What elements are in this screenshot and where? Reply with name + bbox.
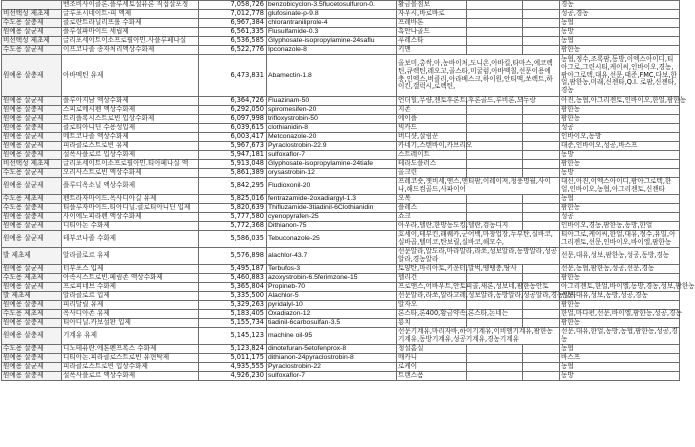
product-name-cell: 글리포세이트이소프로필아민.티아페나실 액 — [62, 160, 199, 169]
extra-cell-b — [523, 354, 560, 363]
sales-amount-cell: 5,825,016 — [199, 195, 267, 204]
brand-names-cell: 테라도플러스 — [397, 160, 467, 169]
extra-cell-a — [467, 37, 523, 46]
product-name-cell: 설폭사플로르 액상수화제 — [62, 372, 199, 381]
brand-names-cell: 플레스 — [397, 204, 467, 213]
extra-cell-b — [523, 37, 560, 46]
use-category-cell: 원예용 살충제 — [2, 372, 62, 381]
companies-cell: 팜한농 — [560, 115, 680, 124]
sales-amount-cell: 5,145,123 — [199, 328, 267, 345]
sales-amount-cell: 5,460,883 — [199, 274, 267, 283]
sales-amount-cell: 6,561,335 — [199, 28, 267, 37]
extra-cell-b — [523, 195, 560, 204]
companies-cell: 경농 — [560, 1, 680, 10]
ingredient-cell: Fluazinam-50 — [267, 97, 397, 106]
sales-amount-cell: 5,495,187 — [199, 265, 267, 274]
extra-cell-b — [523, 160, 560, 169]
ingredient-cell: Terbufos-3 — [267, 265, 397, 274]
companies-cell: 선문,대유,성보,팜한농,성공,동방,경농 — [560, 248, 680, 265]
extra-cell-a — [467, 372, 523, 381]
use-category-cell: 원예용 살균제 — [2, 363, 62, 372]
sales-amount-cell: 6,292,050 — [199, 106, 267, 115]
sales-amount-cell: 6,473,831 — [199, 55, 267, 97]
extra-cell-b — [523, 28, 560, 37]
companies-cell: 농협 — [560, 19, 680, 28]
use-category-cell: 발 제초제 — [2, 248, 62, 265]
use-category-cell: 원예용 살균제 — [2, 265, 62, 274]
use-category-cell: 수도용 제초제 — [2, 274, 62, 283]
brand-names-cell: 버디샷,살림꾼 — [397, 133, 467, 142]
ingredient-cell: Tebuconazole-25 — [267, 231, 397, 248]
ingredient-cell: sulfoxaflor-7 — [267, 372, 397, 381]
brand-names-cell: 빅카드 — [397, 124, 467, 133]
use-category-cell: 수도용 살충제 — [2, 204, 62, 213]
extra-cell-b — [523, 265, 560, 274]
sales-amount-cell: 5,329,263 — [199, 301, 267, 310]
ingredient-cell: Dithianon-75 — [267, 222, 397, 231]
product-name-cell: 알라클로르 유제 — [62, 248, 199, 265]
ingredient-cell: Fludioxonil-20 — [267, 178, 397, 195]
sales-amount-cell: 5,155,734 — [199, 319, 267, 328]
extra-cell-a — [467, 345, 523, 354]
brand-names-cell: 매카니 — [397, 354, 467, 363]
sales-amount-cell: 4,935,555 — [199, 363, 267, 372]
extra-cell-b — [523, 301, 560, 310]
use-category-cell: 원예용 살충제 — [2, 106, 62, 115]
product-name-cell: 피리달릴 유제 — [62, 301, 199, 310]
extra-cell-a — [467, 142, 523, 151]
companies-cell: 팜한농 — [560, 160, 680, 169]
product-name-cell: 디노테퓨란.에톤펜프록스 수화제 — [62, 345, 199, 354]
companies-cell: 인바이오,경농,팜한농,동방,한얼 — [560, 222, 680, 231]
use-category-cell: 원예용 살균제 — [2, 222, 62, 231]
sales-amount-cell: 5,842,295 — [199, 178, 267, 195]
brand-names-cell: 오복 — [397, 195, 467, 204]
use-category-cell: 원예용 살균제 — [2, 97, 62, 106]
sales-amount-cell: 5,183,405 — [199, 310, 267, 319]
ingredient-cell: Ipconazole-8 — [267, 46, 397, 55]
table-row — [2, 248, 680, 265]
sales-amount-cell: 5,586,035 — [199, 231, 267, 248]
sales-amount-cell: 5,913,048 — [199, 160, 267, 169]
brand-names-cell: 활금볼점보 — [397, 1, 467, 10]
product-name-cell: 트리플록시스트로빈 입상수화제 — [62, 115, 199, 124]
product-name-cell: 설폭사플로르 입상수화제 — [62, 151, 199, 160]
use-category-cell: 수도용 제초제 — [2, 310, 62, 319]
brand-names-cell: 에이플 — [397, 115, 467, 124]
brand-names-cell: 지존 — [397, 106, 467, 115]
extra-cell-b — [523, 106, 560, 115]
table-row — [2, 55, 680, 97]
brand-names-cell: 청설홈실 — [397, 345, 467, 354]
use-category-cell: 원예용 살균제 — [2, 133, 62, 142]
ingredient-cell: Thifluzamide-3tiadinil-6Clothianidin — [267, 204, 397, 213]
product-name-cell: 플루디옥소닐 액상수화제 — [62, 178, 199, 195]
companies-cell: 대신,아진,이엑스아이디,팜아그로텍,한얼,인바이오,농협,아그리젠토,신젠타 — [560, 178, 680, 195]
brand-names-cell: 트랜스폼 — [397, 372, 467, 381]
brand-names-cell: 호세이,테부킨,래퀘카,군어백,마창업장,두부탄,실바코,실바곱,텔미코,탄보릴,실바코,해모수, — [397, 231, 560, 248]
ingredient-cell: trifloxystrobin-50 — [267, 115, 397, 124]
product-name-cell: 글루포시네이트-피 액제 — [62, 10, 199, 19]
ingredient-cell: spiromesifen-20 — [267, 106, 397, 115]
ingredient-cell: dithianon-24pyraclostrobin-8 — [267, 354, 397, 363]
ingredient-cell: Pyraclostrobin-22.9 — [267, 142, 397, 151]
companies-cell: 농협 — [560, 37, 680, 46]
brand-names-cell: 혹안나골드 — [397, 28, 467, 37]
companies-cell: 농협 — [560, 345, 680, 354]
product-name-cell: 펜트라자마이드.옥사디아길 유제 — [62, 195, 199, 204]
extra-cell-b — [523, 115, 560, 124]
product-name-cell: 옥사디아존 유제 — [62, 310, 199, 319]
brand-names-cell: 프로앤스,어바우트,안토피콜,새론,성보네,팜한농안토 — [398, 282, 549, 291]
sales-amount-cell: 6,097,998 — [199, 115, 267, 124]
ingredient-cell: sulfoxaflor-7 — [267, 151, 397, 160]
sales-amount-cell: 5,861,389 — [199, 169, 267, 178]
sales-amount-cell: 7,058,726 — [199, 1, 267, 10]
companies-cell: 바스프 — [560, 354, 680, 363]
table-row — [2, 46, 680, 55]
sales-amount-cell: 5,335,500 — [199, 292, 267, 301]
sales-amount-cell: 6,364,726 — [199, 97, 267, 106]
brand-names-cell: 선문기계유,마리자바,하이기계유,이비엠기계유,팜한농기계유,동방기계유,성공기계유,경농기계유 — [397, 328, 560, 345]
extra-cell-b — [523, 372, 560, 381]
companies-cell: 인바이오,동방 — [560, 133, 680, 142]
product-name-cell: 플루아지남 액상수화제 — [62, 97, 199, 106]
ingredient-cell: Metconazole-20 — [267, 133, 397, 142]
use-category-cell: 원예용 살균제 — [2, 231, 62, 248]
extra-cell-a — [467, 10, 523, 19]
product-name-cell: 알라클로르 입제 — [62, 292, 199, 301]
companies-cell: 한얼,마다펀,선문,바이엘,팜한농,성공,경농 — [561, 309, 682, 318]
product-name-cell: 사이에노피라펜 액상수화제 — [62, 213, 199, 222]
extra-cell-b — [523, 204, 560, 213]
use-category-cell: 원예용 살균제 — [2, 142, 62, 151]
ingredient-cell: tiadinil-6carbosulfan-3.5 — [267, 319, 397, 328]
product-name-cell: 피라클로스트로빈 입상수화제 — [62, 363, 199, 372]
companies-cell: 팜한농 — [560, 106, 680, 115]
companies-cell: 팜한농 — [560, 274, 680, 283]
companies-cell: 아진,농협,아그리젠토,인바이오,한얼,팜한농 — [561, 96, 687, 105]
ingredient-cell: pyridalyl-10 — [267, 301, 397, 310]
use-category-cell: 비선택성 제초제 — [2, 10, 62, 19]
sales-amount-cell: 5,947,181 — [199, 151, 267, 160]
extra-cell-b — [523, 213, 560, 222]
product-name-cell: 클로란트라닐리프롤 수화제 — [62, 19, 199, 28]
extra-cell-b — [523, 10, 560, 19]
product-name-cell: 아족시스트로빈.페림존 액상수화제 — [62, 274, 199, 283]
sales-amount-cell: 6,039,615 — [199, 124, 267, 133]
brand-names-cell: 올보미,총싹,아,농바이처,도니온,아바킬,타마스,에코렉틴,큐렉틴,레오고,골스타,미굴럼,아바멕칠,선문이용에충,인엑스,버클리,아라베스크,하이원,안티맥,쏘렉트,하이킨,갤럭시,로렉틴, — [397, 55, 560, 97]
product-name-cell: 기계유 유제 — [62, 328, 199, 345]
brand-names-cell: 카네기,스텐바이,카브리오 — [398, 141, 473, 150]
ingredient-cell: Flusulfamide-0.3 — [267, 28, 397, 37]
sales-amount-cell: 5,820,639 — [199, 204, 267, 213]
ingredient-cell: azoxystrobin-6.5ferimzone-15 — [267, 274, 397, 283]
pesticide-sales-table — [1, 0, 695, 381]
extra-cell-a — [467, 46, 523, 55]
extra-cell-a — [467, 363, 523, 372]
ingredient-cell: cyenopyrafen-25 — [267, 213, 397, 222]
extra-cell-b — [523, 124, 560, 133]
product-name-cell: 티플루자마이드.티아디닐.클로티아니딘 입제 — [62, 204, 199, 213]
brand-names-cell: 알자오 — [397, 301, 467, 310]
companies-cell: 농협 — [560, 363, 680, 372]
ingredient-cell: Pyraclostrobin-22 — [267, 363, 397, 372]
extra-cell-b — [523, 1, 560, 10]
use-category-cell: 원예용 살충제 — [2, 55, 62, 97]
brand-names-cell: 키맨 — [397, 46, 467, 55]
companies-cell: 팜한농 — [560, 319, 680, 328]
ingredient-cell: clothianidin-8 — [267, 124, 397, 133]
brand-names-cell: 선문알라,알도라,마라말라,라쏘,성보알라,동방알라,성공알라,경농알라 — [397, 248, 560, 265]
ingredient-cell: Oxadiazon-12 — [267, 310, 397, 319]
sales-amount-cell: 5,777,580 — [199, 213, 267, 222]
ingredient-cell: Alachlor-5 — [267, 292, 397, 301]
product-name-cell: 오리사스트로빈 액상수화제 — [62, 169, 199, 178]
ingredient-cell: Glyphosate-isopropylamine-24tiafe — [267, 160, 397, 169]
extra-cell-b — [523, 133, 560, 142]
product-name-cell: 테부코나졸 수화제 — [62, 231, 199, 248]
use-category-cell: 발 제초제 — [2, 292, 62, 301]
sales-amount-cell: 6,522,776 — [199, 46, 267, 55]
brand-names-cell: 아우라,델란,한방농도킹,델란,검농디지 — [398, 221, 509, 230]
companies-cell: 성공,경농 — [560, 10, 680, 19]
ingredient-cell: fentrazamide-2oxadiargyl-1.3 — [267, 195, 397, 204]
companies-cell: 동방 — [560, 372, 680, 381]
product-name-cell: 디티아논.피라클로스트로빈 유현탁제 — [62, 354, 199, 363]
product-name-cell: 피라클로스트로빈 유제 — [62, 142, 199, 151]
product-name-cell: 벤조비사이클론.플루세토설퓨론 직접살포정 — [62, 1, 199, 10]
brand-names-cell: 쇼크 — [397, 213, 467, 222]
companies-cell: 팜한농 — [560, 46, 680, 55]
companies-cell: 선문,대유,한얼,동방,농협,팜한농,성공,경농 — [561, 327, 678, 343]
extra-cell-a — [467, 1, 523, 10]
extra-cell-b — [523, 46, 560, 55]
use-category-cell: 수도용 살균제 — [2, 46, 62, 55]
companies-cell: 농협 — [560, 195, 680, 204]
brand-names-cell: 올크린 — [397, 169, 467, 178]
extra-cell-a — [467, 151, 523, 160]
ingredient-cell: chlorantraniliprole-4 — [267, 19, 397, 28]
use-category-cell: 원예용 살균제 — [2, 178, 62, 195]
sales-amount-cell: 5,576,898 — [199, 248, 267, 265]
brand-names-cell: 헬리건 — [397, 274, 467, 283]
use-category-cell: 원예용 살충제 — [2, 354, 62, 363]
use-category-cell: 수도용 살충제 — [2, 345, 62, 354]
product-name-cell: 터부포스 입제 — [62, 265, 199, 274]
companies-cell: 대준,인바이오,성공,바스프 — [560, 142, 680, 151]
sales-amount-cell: 5,123,824 — [199, 345, 267, 354]
brand-names-cell: 프레코숏,잿비세,앤스,앤티팜,이레이져,청풍명월,사이나,해드컴골드,사파이어 — [397, 178, 560, 195]
brand-names-cell: 로케이 — [397, 363, 467, 372]
companies-cell: 선문,농협,팜한농,성공,선문,경농 — [560, 265, 680, 274]
product-name-cell: 스피로메시펜 액상수화제 — [62, 106, 199, 115]
extra-cell-a — [467, 106, 523, 115]
ingredient-cell: Glyphosate-isopropylamine-24saflu — [267, 37, 397, 46]
companies-cell: 동방 — [560, 151, 680, 160]
table-row — [2, 178, 680, 195]
companies-cell: 팜한농 — [560, 301, 680, 310]
extra-cell-b — [523, 151, 560, 160]
companies-cell: 아그리젠토,한얼,바이엘,동방,경농,성보,팜한농 — [561, 282, 695, 291]
extra-cell-b — [523, 363, 560, 372]
extra-cell-a — [467, 354, 523, 363]
ingredient-cell: alachlor-43.7 — [267, 248, 397, 265]
use-category-cell: 원예용 살충제 — [2, 328, 62, 345]
product-name-cell: 이프코나졸 종자처리액상수화제 — [62, 46, 199, 55]
companies-cell: 농협,정수,조록팜,동방,이엑스아이디,티아그로,그린시티,케이씨,인바이오,경농,팜아그로텍,대유,선문,태준,FMC,다보,한얼,팜한농,미래,신젠타,Q.I. 로팜,신젠타,경농 — [560, 55, 680, 97]
product-name-cell: 아바멕틴 유제 — [62, 55, 199, 97]
use-category-cell: 수도용 제초제 — [2, 195, 62, 204]
sales-amount-cell: 5,967,673 — [199, 142, 267, 151]
product-name-cell: 클로티아니딘 수용성입제 — [62, 124, 199, 133]
companies-cell: 동방 — [560, 28, 680, 37]
product-name-cell: 글리포세이트이소프로필아민.사플루페나실 — [62, 37, 199, 46]
ingredient-cell: orysastrobin-12 — [267, 169, 397, 178]
product-name-cell: 메트코나졸 액상수화제 — [62, 133, 199, 142]
sales-amount-cell: 6,967,384 — [199, 19, 267, 28]
sales-amount-cell: 6,003,417 — [199, 133, 267, 142]
extra-cell-b — [523, 142, 560, 151]
use-category-cell: 원예용 살균제 — [2, 283, 62, 292]
brand-names-cell: 푸레스타 — [397, 37, 467, 46]
sales-amount-cell: 4,926,230 — [199, 372, 267, 381]
sales-amount-cell: 5,011,175 — [199, 354, 267, 363]
ingredient-cell: Abamectin-1.8 — [267, 55, 397, 97]
brand-names-cell: 스트레이트 — [397, 151, 467, 160]
table-row — [2, 328, 680, 345]
product-name-cell: 티아디닐.카보설판 입제 — [62, 319, 199, 328]
product-name-cell: 플루설파마이드 세립제 — [62, 28, 199, 37]
ingredient-cell: glufosinate-p-9.8 — [267, 10, 397, 19]
use-category-cell: 원예용 살충제 — [2, 124, 62, 133]
use-category-cell: 비선택성 제초제 — [2, 160, 62, 169]
brand-names-cell: 토양탄,마리아토,키운터,말벅,땡땡충,땅사 — [398, 264, 517, 273]
product-name-cell: 디티아논 수화제 — [62, 222, 199, 231]
ingredient-cell: machine oil-95 — [267, 328, 397, 345]
extra-cell-a — [467, 160, 523, 169]
use-category-cell: 원예용 살충제 — [2, 301, 62, 310]
use-category-cell: 원예용 살균제 — [2, 115, 62, 124]
ingredient-cell: dinotefuran-5etofenprox-8 — [267, 345, 397, 354]
use-category-cell: 수도용 살균제 — [2, 169, 62, 178]
brand-names-cell: 룡치 — [397, 319, 467, 328]
brand-names-cell: 언더힐,무량,젠토후론트,후론골드,루비론,모두랑 — [398, 96, 536, 105]
companies-cell: 팜한농 — [560, 204, 680, 213]
use-category-cell: 원예용 살충제 — [2, 319, 62, 328]
extra-cell-b — [523, 310, 560, 319]
table-row — [2, 231, 680, 248]
brand-names-cell: 프레바톤 — [397, 19, 467, 28]
extra-cell-a — [467, 19, 523, 28]
sales-amount-cell: 7,012,778 — [199, 10, 267, 19]
brand-names-cell: 자우시,바로바로 — [397, 10, 467, 19]
use-category-cell: 수도용 살충제 — [2, 19, 62, 28]
brand-names-cell: 론스타,론400,황금약속,론스타,논네는 — [398, 309, 509, 318]
use-category-cell: 원예용 살충제 — [2, 151, 62, 160]
companies-cell: 선문,대유,성보,동방,성공,경농 — [560, 292, 680, 301]
brand-names-cell: 선문알라,라쏘,알라고레,성보알라,동방알라,성공알라,경농알라 — [398, 291, 577, 300]
use-category-cell: 원예용 살균제 — [2, 28, 62, 37]
extra-cell-a — [467, 133, 523, 142]
table-row — [2, 372, 680, 381]
companies-cell: 성공 — [560, 213, 680, 222]
extra-cell-a — [467, 195, 523, 204]
extra-cell-a — [467, 124, 523, 133]
extra-cell-a — [467, 204, 523, 213]
companies-cell: 동방 — [560, 169, 680, 178]
extra-cell-b — [523, 19, 560, 28]
companies-cell: 성공 — [560, 124, 680, 133]
use-category-cell: 비선택성 제초제 — [2, 37, 62, 46]
companies-cell: 티아그로,케이씨,한얼,대유,정수,유일,아그리젠토,선문,인바이오,바이엘,팜한농 — [560, 231, 680, 248]
ingredient-cell: Propineb-70 — [267, 283, 397, 292]
ingredient-cell: benzobicyclon-3.5flucetosulfuron-0. — [267, 1, 397, 10]
extra-cell-b — [523, 345, 560, 354]
sales-amount-cell: 5,772,368 — [199, 222, 267, 231]
sales-amount-cell: 5,365,804 — [199, 283, 267, 292]
use-category-cell: 원예용 살충제 — [2, 213, 62, 222]
extra-cell-a — [467, 115, 523, 124]
sales-amount-cell: 6,536,585 — [199, 37, 267, 46]
extra-cell-a — [467, 28, 523, 37]
product-name-cell: 프로피네브 수화제 — [62, 283, 199, 292]
